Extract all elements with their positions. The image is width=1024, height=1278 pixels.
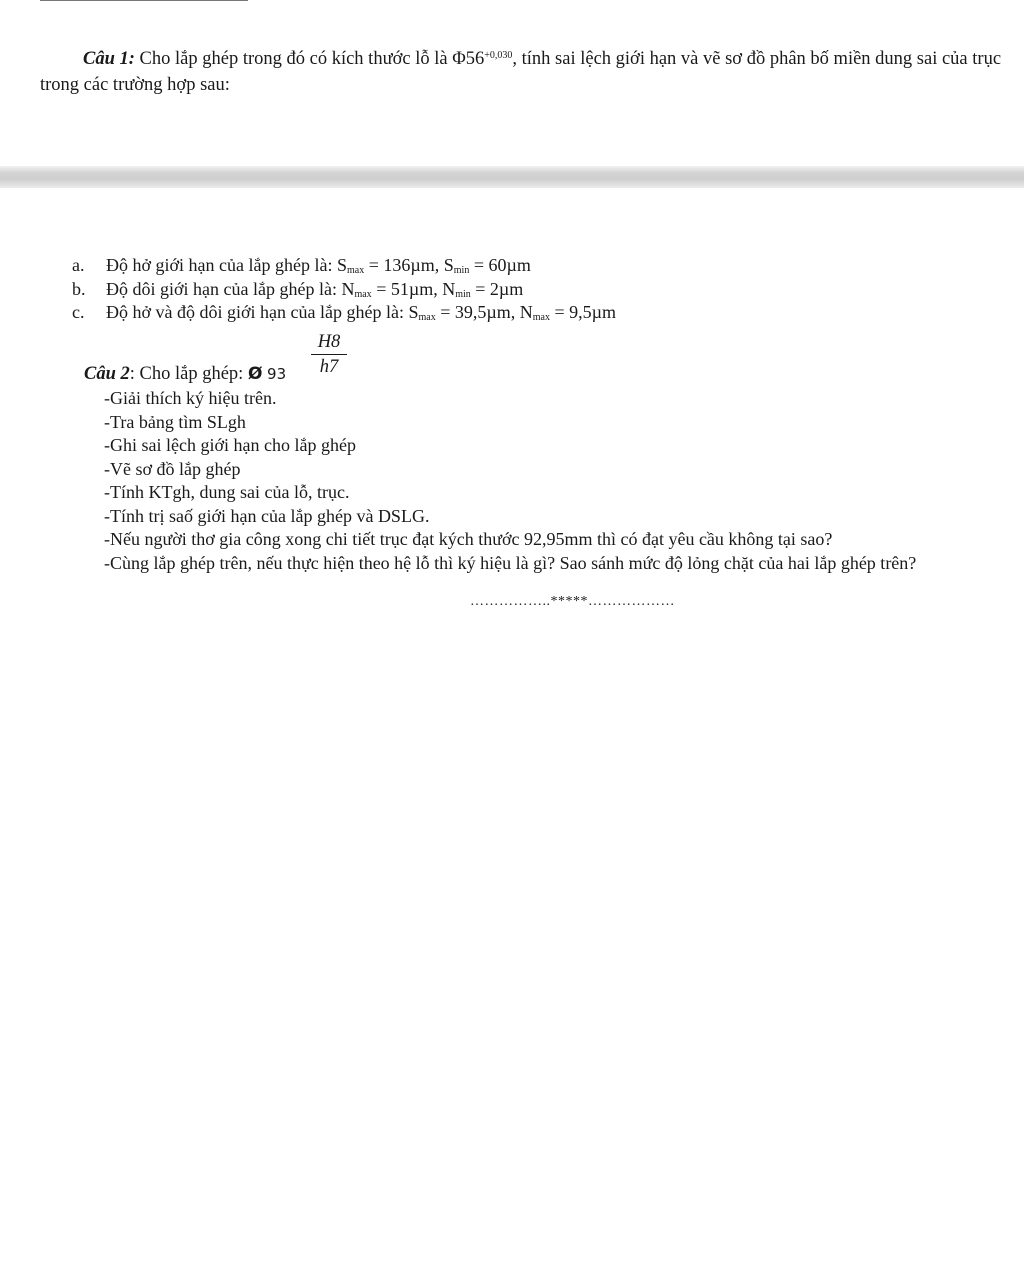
page-separator xyxy=(0,166,1024,188)
answer-lead: Độ hở giới hạn của lắp ghép là: xyxy=(106,255,337,275)
task-item: -Tính trị saố giới hạn của lắp ghép và DSLG. xyxy=(104,505,430,526)
top-rule xyxy=(40,0,248,1)
hole-tolerance: H8 xyxy=(311,330,347,355)
answer-item xyxy=(72,254,616,278)
task-item: -Vẽ sơ đồ lắp ghép xyxy=(104,458,241,479)
task-item: -Ghi sai lệch giới hạn cho lắp ghép xyxy=(104,435,356,455)
nominal-dimension: 93 xyxy=(267,365,287,383)
question-1-label: Câu 1: xyxy=(83,49,135,69)
answer-symbol: S xyxy=(336,255,347,275)
answer-letter: b. xyxy=(72,278,86,299)
answer-value: = 51µm, xyxy=(371,278,443,299)
question-1 xyxy=(40,46,1002,98)
answer-lead: Độ dôi giới hạn của lắp ghép là: xyxy=(106,278,342,299)
answer-symbol: S xyxy=(408,302,419,322)
answer-subscript: max xyxy=(354,288,372,300)
answer-lead: Độ hở và độ dôi giới hạn của lắp ghép là: xyxy=(106,302,409,322)
answer-symbol: N xyxy=(519,302,533,322)
question-1-text-cont: , tính sai lệch giới hạn và vẽ sơ đồ phân bố miền dung sai của trục trong các trường hợp sau: xyxy=(40,49,1002,95)
answer-letter: a. xyxy=(72,255,85,275)
answer-symbol: N xyxy=(442,278,456,299)
answer-subscript: max xyxy=(532,312,550,323)
answer-item xyxy=(72,278,616,302)
answer-subscript: min xyxy=(453,265,470,276)
answer-symbol: N xyxy=(341,278,355,299)
answer-value: = 136µm, xyxy=(364,255,444,275)
answer-value: = 39,5µm, xyxy=(435,302,520,322)
answer-value: = 9,5µm xyxy=(549,302,616,322)
question-2-text: : Cho lắp ghép: xyxy=(129,364,248,384)
task-item: -Cùng lắp ghép trên, nếu thực hiện theo hệ lỗ thì ký hiệu là gì? Sao sánh mức độ lỏng chặt của hai lắp ghép trên? xyxy=(104,552,917,573)
answer-value: = 60µm xyxy=(469,255,531,275)
end-marker: ……………..*****……………… xyxy=(470,594,675,609)
answer-value: = 2µm xyxy=(470,278,524,299)
question-2-label: Câu 2 xyxy=(84,364,130,384)
shaft-tolerance: h7 xyxy=(319,357,339,377)
tolerance-superscript: +0,030 xyxy=(484,50,513,61)
task-item: -Nếu người thơ gia công xong chi tiết trục đạt kých thước 92,95mm thì có đạt yêu cầu không tại sao? xyxy=(104,529,833,549)
answer-letter: c. xyxy=(72,302,85,322)
answer-subscript: max xyxy=(347,265,365,276)
answer-item xyxy=(72,301,616,325)
answer-subscript: min xyxy=(455,288,471,300)
task-item: -Giải thích ký hiệu trên. xyxy=(104,388,277,408)
answer-subscript: max xyxy=(418,312,436,323)
task-item: -Tra bảng tìm SLgh xyxy=(104,411,246,432)
question-1-text: Cho lắp ghép trong đó có kích thước lỗ là Φ56 xyxy=(134,49,485,69)
fit-fraction xyxy=(311,330,347,379)
task-item: -Tính KTgh, dung sai của lỗ, trục. xyxy=(104,482,350,502)
answer-list xyxy=(72,254,616,325)
question-2-tasks xyxy=(104,387,934,575)
answer-symbol: S xyxy=(443,255,454,275)
diameter-symbol: Ø xyxy=(247,364,263,384)
question-2-lead xyxy=(84,364,286,385)
